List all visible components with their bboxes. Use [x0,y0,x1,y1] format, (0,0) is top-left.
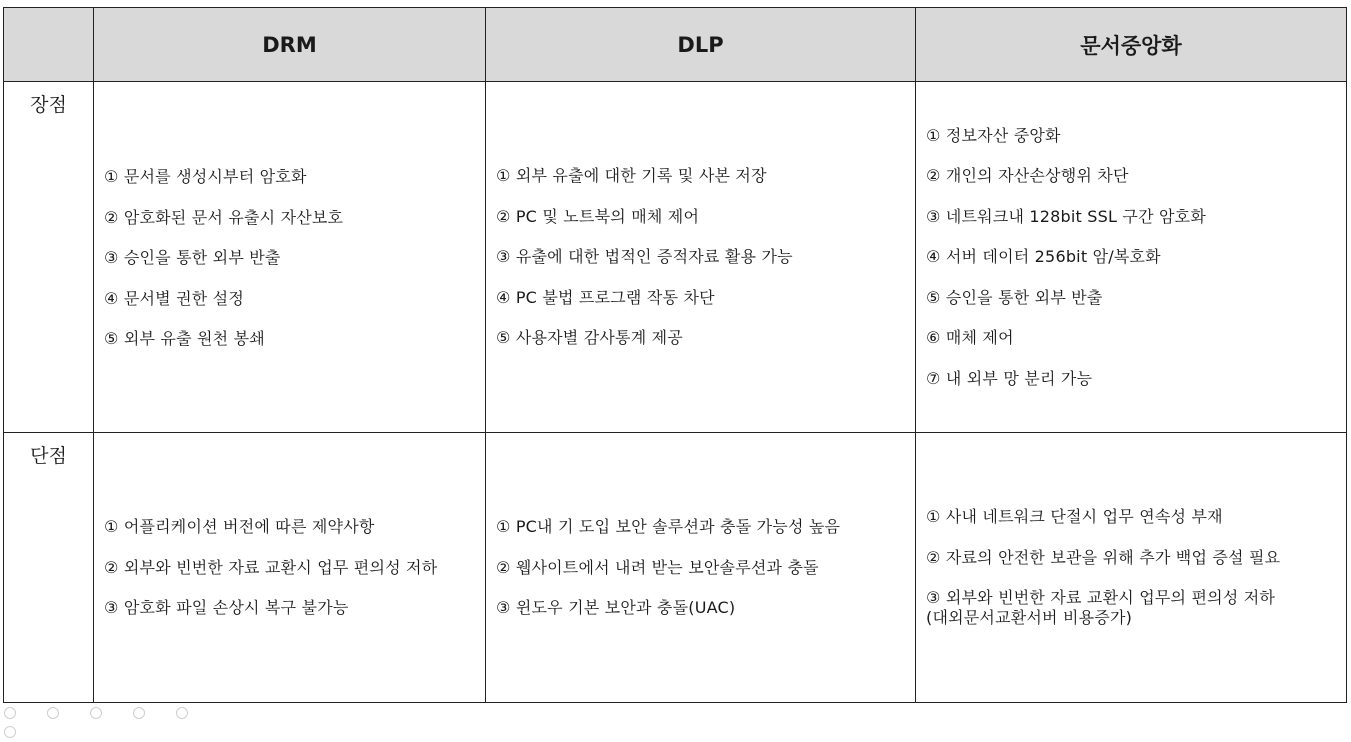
list-item: ③ 승인을 통한 외부 반출 [104,248,281,267]
list-item: ① PC내 기 도입 보안 솔루션과 충돌 가능성 높음 [496,517,841,536]
pros-dlp-list [496,166,909,348]
cons-central-cell [916,433,1347,703]
list-item: ③ 암호화 파일 손상시 복구 불가능 [104,598,349,617]
header-row [4,8,1347,82]
list-item: ② 개인의 자산손상행위 차단 [926,166,1129,185]
dot-icon [176,707,188,719]
cons-dlp-list [496,517,909,618]
list-item: ⑤ 외부 유출 원천 봉쇄 [104,329,265,348]
list-item: ④ 서버 데이터 256bit 암/복호화 [926,247,1161,266]
cons-dlp-cell [486,433,916,703]
cons-drm-list [104,517,479,618]
list-item-continuation: (대외문서교환서버 비용증가) [926,608,1133,627]
comparison-table [3,7,1347,703]
dot-icon [4,707,16,719]
list-item: ⑦ 내 외부 망 분리 가능 [926,368,1093,388]
cons-row [4,433,1347,703]
page-indicator-dots [4,704,224,710]
cons-central-list [926,507,1340,628]
list-item: ① 어플리케이션 버전에 따른 제약사항 [104,517,375,536]
list-item: ① 문서를 생성시부터 암호화 [104,167,307,186]
pros-drm-list [104,167,479,349]
list-item: ② 자료의 안전한 보관을 위해 추가 백업 증설 필요 [926,547,1281,567]
dot-icon [4,726,16,738]
list-item: ② PC 및 노트북의 매체 제어 [496,206,700,226]
list-item: ① 사내 네트워크 단절시 업무 연속성 부재 [926,507,1223,526]
list-item: ② 외부와 빈번한 자료 교환시 업무 편의성 저하 [104,557,438,577]
cons-label: 단점 [4,433,94,703]
dot-icon [90,707,102,719]
list-item: ① 정보자산 중앙화 [926,125,1061,145]
list-item: ③ 네트워크내 128bit SSL 구간 암호화 [926,206,1206,226]
pros-dlp-cell [486,82,916,433]
list-item: ② 웹사이트에서 내려 받는 보안솔루션과 충돌 [496,557,819,577]
header-dlp: DLP [486,8,916,82]
header-document-centralization: 문서중앙화 [916,8,1347,82]
dot-icon [133,707,145,719]
header-drm: DRM [94,8,486,82]
cons-drm-cell [94,433,486,703]
pros-drm-cell [94,82,486,433]
list-item: ⑤ 사용자별 감사통계 제공 [496,328,683,347]
dot-icon [47,707,59,719]
pros-central-cell [916,82,1347,433]
list-item: ③ 윈도우 기본 보안과 충돌(UAC) [496,598,736,617]
list-item: ④ PC 불법 프로그램 작동 차단 [496,287,715,307]
pros-label: 장점 [4,82,94,433]
list-item: ④ 문서별 권한 설정 [104,288,244,308]
pros-central-list [926,126,1340,389]
list-item: ⑤ 승인을 통한 외부 반출 [926,287,1103,307]
pros-row [4,82,1347,433]
list-item: ② 암호화된 문서 유출시 자산보호 [104,207,344,227]
list-item: ③ 외부와 빈번한 자료 교환시 업무의 편의성 저하 [926,588,1276,607]
list-item: ③ 유출에 대한 법적인 증적자료 활용 가능 [496,247,793,266]
list-item: ① 외부 유출에 대한 기록 및 사본 저장 [496,166,767,185]
list-item: ⑥ 매체 제어 [926,328,1014,347]
header-corner-cell [4,8,94,82]
